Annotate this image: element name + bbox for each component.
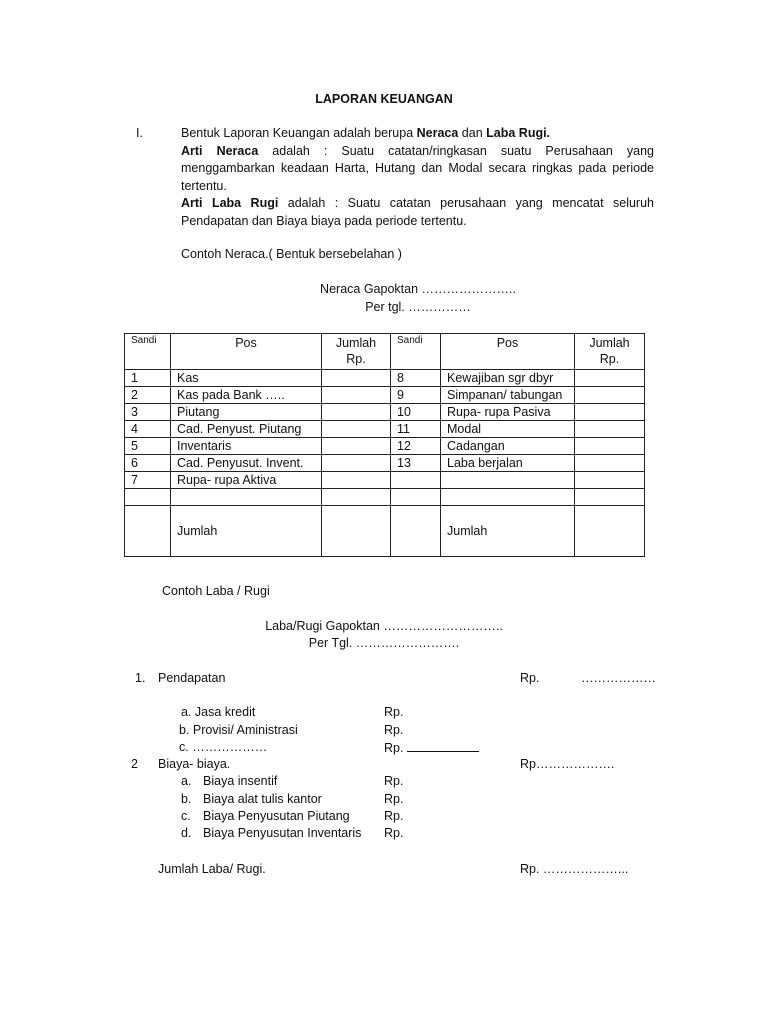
pendapatan-number: 1. [135,671,146,685]
pos-cell: Kas [171,370,322,387]
pendapatan-rp: Rp. [520,671,540,685]
biaya-item-rp: Rp. [384,809,404,823]
pos-cell: Cad. Penyust. Piutang [171,421,322,438]
jumlah-cell [575,455,645,472]
table-row [125,404,645,421]
jumlah-cell [575,370,645,387]
jumlah-cell [575,472,645,489]
document-title: LAPORAN KEUANGAN [315,92,453,106]
sandi-cell: 11 [391,421,441,438]
intro-text: Bentuk Laporan Keuangan adalah berupa [181,126,417,140]
table-total-row [125,506,645,557]
table-header-row [125,334,645,370]
pos-cell: Rupa- rupa Aktiva [171,472,322,489]
total-label-left: Jumlah [171,506,322,557]
blank-cell [441,489,575,506]
header-sandi-left: Sandi [125,334,171,370]
table-row [125,421,645,438]
total-sandi-left [125,506,171,557]
table-row [125,370,645,387]
table-row [125,455,645,472]
sandi-cell: 10 [391,404,441,421]
jumlah-cell [575,387,645,404]
header-jumlah-left-l2: Rp. [346,352,366,366]
jumlah-laba-rugi-label: Jumlah Laba/ Rugi. [158,862,266,876]
intro-and: dan [458,126,487,140]
pos-cell: Piutang [171,404,322,421]
laba-heading-line1: Laba/Rugi Gapoktan ……………………….. [265,619,503,633]
pendapatan-label: Pendapatan [158,671,226,685]
neraca-heading-line2: Per tgl. …………… [365,300,471,314]
blank-cell [391,489,441,506]
sandi-cell: 13 [391,455,441,472]
pendapatan-item-label: c. ……………… [179,740,268,754]
sandi-cell: 4 [125,421,171,438]
sandi-cell: 12 [391,438,441,455]
sandi-cell: 1 [125,370,171,387]
pendapatan-item-label: a. Jasa kredit [181,705,256,719]
jumlah-cell [322,370,391,387]
sandi-cell [391,472,441,489]
biaya-item-label: Biaya Penyusutan Inventaris [203,826,362,840]
table-row-blank [125,489,645,506]
neraca-heading-line1: Neraca Gapoktan ………………….. [320,282,516,296]
labarugi-term: Arti Laba Rugi [181,196,279,210]
sandi-cell: 9 [391,387,441,404]
intro-neraca: Neraca [416,126,459,140]
jumlah-cell [322,404,391,421]
header-jumlah-right-l1: Jumlah [589,336,630,350]
header-sandi-right: Sandi [391,334,441,370]
pendapatan-item-rp: Rp. [384,723,404,737]
neraca-definition [181,143,654,196]
section-body [181,125,654,230]
blank-cell [125,489,171,506]
biaya-item-letter: d. [181,826,192,840]
biaya-item-label: Biaya insentif [203,774,278,788]
biaya-item-label: Biaya alat tulis kantor [203,792,322,806]
header-jumlah-right [575,334,645,370]
sandi-cell: 6 [125,455,171,472]
sandi-cell: 3 [125,404,171,421]
total-label-right: Jumlah [441,506,575,557]
contoh-laba-label: Contoh Laba / Rugi [162,584,270,598]
neraca-term: Arti Neraca [181,143,259,158]
sandi-cell: 8 [391,370,441,387]
subtotal-underline [407,740,479,752]
sandi-cell: 2 [125,387,171,404]
pos-cell: Laba berjalan [441,455,575,472]
header-pos-right: Pos [441,334,575,370]
pos-cell: Inventaris [171,438,322,455]
neraca-table [124,333,645,557]
biaya-number: 2 [131,757,138,771]
header-jumlah-right-l2: Rp. [599,352,620,366]
jumlah-laba-rugi-rp: Rp. ………………... [520,862,629,876]
pos-cell: Modal [441,421,575,438]
biaya-rp: Rp………………. [520,757,615,771]
jumlah-cell [575,438,645,455]
intro-laba-rugi: Laba Rugi. [486,126,551,140]
pendapatan-item-rp: Rp. [384,705,404,719]
biaya-label: Biaya- biaya. [158,757,231,771]
biaya-item-rp: Rp. [384,826,404,840]
blank-cell [322,489,391,506]
laba-heading-line2: Per Tgl. ……………………. [308,636,460,650]
pendapatan-item-rp-underlined [384,740,479,755]
total-sandi-right [391,506,441,557]
header-jumlah-left-l1: Jumlah [335,336,377,350]
total-amount-right [575,506,645,557]
jumlah-cell [575,404,645,421]
pos-cell: Rupa- rupa Pasiva [441,404,575,421]
jumlah-cell [575,421,645,438]
pos-cell: Cad. Penyusut. Invent. [171,455,322,472]
jumlah-cell [322,455,391,472]
jumlah-cell [322,472,391,489]
labarugi-def: adalah : Suatu catatan perusahaan yang mencatat seluruh Pendapatan dan Biaya biaya pada periode tertentu. [181,196,655,228]
table-row [125,387,645,404]
sandi-cell: 5 [125,438,171,455]
pendapatan-item-label: b. Provisi/ Aministrasi [179,723,298,737]
definition-intro [181,125,654,143]
biaya-item-rp: Rp. [384,792,404,806]
biaya-item-letter: a. [181,774,192,788]
sandi-cell: 7 [125,472,171,489]
neraca-def: adalah : Suatu catatan/ringkasan suatu Perusahaan yang menggambarkan keadaan Harta, Hutang dan Modal secara ringkas pada periode tertentu. [181,143,654,193]
blank-cell [575,489,645,506]
total-amount-left [322,506,391,557]
jumlah-cell [322,421,391,438]
contoh-neraca-label: Contoh Neraca.( Bentuk bersebelahan ) [181,247,402,261]
blank-cell [171,489,322,506]
pos-cell [441,472,575,489]
table-row [125,438,645,455]
header-pos-left: Pos [171,334,322,370]
section-number: I. [136,126,143,140]
pos-cell: Simpanan/ tabungan [441,387,575,404]
jumlah-cell [322,438,391,455]
biaya-item-letter: b. [181,792,192,806]
pos-cell: Cadangan [441,438,575,455]
header-jumlah-left [322,334,391,370]
pendapatan-dots: ……………… [581,671,656,685]
biaya-item-rp: Rp. [384,774,404,788]
jumlah-cell [322,387,391,404]
labarugi-definition [181,195,654,230]
biaya-item-label: Biaya Penyusutan Piutang [203,809,350,823]
pos-cell: Kewajiban sgr dbyr [441,370,575,387]
pos-cell: Kas pada Bank ….. [171,387,322,404]
pendapatan-item-rp: Rp. [384,741,404,755]
table-row [125,472,645,489]
biaya-item-letter: c. [181,809,191,823]
